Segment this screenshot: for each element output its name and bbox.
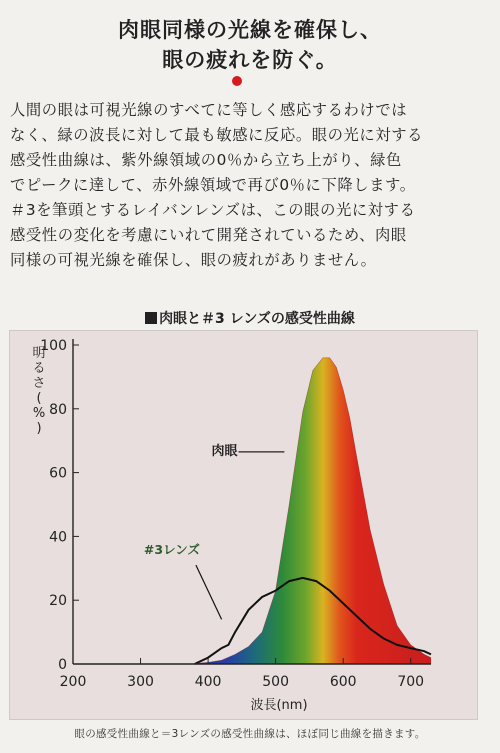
body-line: 感受性の変化を考慮にいれて開発されているため、肉眼 — [10, 226, 407, 244]
chart-title: 肉眼と＃3 レンズの感受性曲線 — [159, 311, 355, 327]
y-tick-label: 0 — [58, 657, 67, 673]
x-tick-label: 400 — [194, 674, 222, 690]
body-line: 感受性曲線は、紫外線領域の0％から立ち上がり、緑色 — [10, 151, 402, 169]
y-axis-label-char: ( — [36, 391, 42, 406]
body-line: 人間の眼は可視光線のすべてに等しく感応するわけでは — [10, 101, 408, 119]
x-tick-label: 600 — [329, 674, 357, 690]
body-paragraph — [10, 98, 494, 273]
eye-series-label: 肉眼 — [211, 444, 238, 460]
x-tick-label: 200 — [59, 674, 87, 690]
x-tick-label: 300 — [127, 674, 154, 690]
headline-line-2: 眼の疲れを防ぐ。 — [162, 48, 338, 72]
y-axis-label-char: る — [32, 361, 46, 376]
body-line: なく、緑の波長に対して最も敏感に反応。眼の光に対する — [10, 126, 424, 144]
body-line: ＃3を筆頭とするレイバンレンズは、この眼の光に対する — [10, 201, 416, 219]
y-tick-label: 100 — [40, 338, 67, 354]
red-dot-ornament — [232, 76, 242, 86]
sensitivity-chart — [10, 331, 477, 719]
x-axis-label: 波長(nm) — [250, 698, 308, 713]
x-tick-label: 500 — [262, 674, 290, 690]
headline-line-1: 肉眼同様の光線を確保し、 — [118, 18, 382, 42]
y-axis-label-char: % — [32, 406, 46, 421]
body-line: 同様の可視光線を確保し、眼の疲れがありません。 — [10, 251, 377, 269]
body-line: でピークに達して、赤外線領域で再び0％に下降します。 — [10, 176, 416, 194]
y-axis-label-char: 明 — [32, 346, 46, 361]
spectrum-area — [195, 358, 431, 664]
chart-panel — [9, 330, 478, 720]
chart-title-row — [0, 308, 500, 328]
y-tick-label: 40 — [49, 529, 67, 546]
lens-series-label: #3レンズ — [143, 541, 200, 557]
y-tick-label: 80 — [49, 401, 67, 418]
y-axis-label-char: さ — [32, 376, 46, 391]
lens-label-leader — [196, 565, 222, 619]
y-axis-label-char: ) — [36, 421, 42, 436]
y-tick-label: 20 — [49, 593, 67, 610]
footnote: 眼の感受性曲線と＝3レンズの感受性曲線は、ほぼ同じ曲線を描きます。 — [74, 728, 426, 740]
y-tick-label: 60 — [49, 465, 67, 482]
square-bullet-icon — [145, 312, 157, 324]
x-tick-label: 700 — [397, 674, 425, 690]
